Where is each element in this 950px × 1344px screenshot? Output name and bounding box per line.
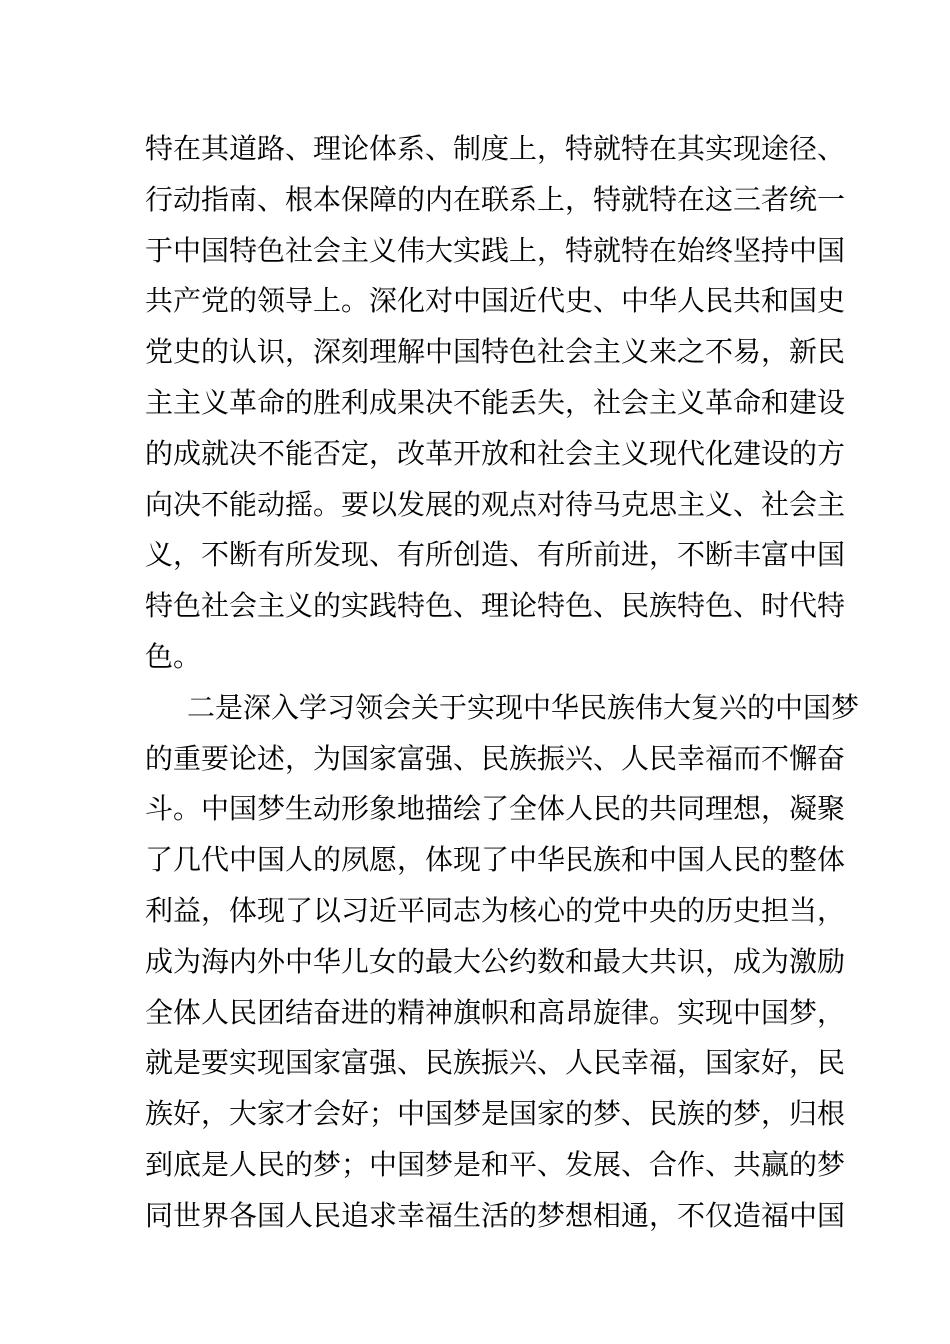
paragraph-first-line: 二是深入学习领会关于实现中华民族伟大复兴的中国梦 bbox=[187, 690, 860, 724]
text-line: 斗。中国梦生动形象地描绘了全体人民的共同理想，凝聚 bbox=[145, 792, 846, 826]
text-line: 的成就决不能否定，改革开放和社会主义现代化建设的方 bbox=[145, 436, 846, 470]
text-line: 向决不能动摇。要以发展的观点对待马克思主义、社会主 bbox=[145, 487, 846, 521]
text-line: 共产党的领导上。深化对中国近代史、中华人民共和国史 bbox=[145, 284, 846, 318]
text-line: 了几代中国人的夙愿，体现了中华民族和中国人民的整体 bbox=[145, 843, 846, 877]
text-line: 色。 bbox=[145, 639, 202, 673]
text-line: 的重要论述，为国家富强、民族振兴、人民幸福而不懈奋 bbox=[145, 741, 846, 775]
text-line: 党史的认识，深刻理解中国特色社会主义来之不易，新民 bbox=[145, 335, 846, 369]
body-text bbox=[145, 124, 860, 1242]
text-line: 行动指南、根本保障的内在联系上，特就特在这三者统一 bbox=[145, 182, 846, 216]
text-line: 到底是人民的梦；中国梦是和平、发展、合作、共赢的梦 bbox=[145, 1147, 846, 1181]
text-line: 就是要实现国家富强、民族振兴、人民幸福，国家好，民 bbox=[145, 1046, 846, 1080]
text-line: 特在其道路、理论体系、制度上，特就特在其实现途径、 bbox=[145, 132, 846, 165]
text-line: 成为海内外中华儿女的最大公约数和最大共识，成为激励 bbox=[145, 944, 846, 978]
text-line: 同世界各国人民追求幸福生活的梦想相通，不仅造福中国 bbox=[145, 1198, 846, 1232]
text-line: 于中国特色社会主义伟大实践上，特就特在始终坚持中国 bbox=[145, 233, 846, 267]
text-line: 义，不断有所发现、有所创造、有所前进，不断丰富中国 bbox=[145, 538, 846, 572]
text-line: 主主义革命的胜利成果决不能丢失，社会主义革命和建设 bbox=[145, 385, 846, 419]
text-line: 全体人民团结奋进的精神旗帜和高昂旋律。实现中国梦， bbox=[145, 995, 846, 1029]
text-line: 族好，大家才会好；中国梦是国家的梦、民族的梦，归根 bbox=[145, 1097, 846, 1131]
text-line: 利益，体现了以习近平同志为核心的党中央的历史担当， bbox=[145, 893, 846, 927]
text-line: 特色社会主义的实践特色、理论特色、民族特色、时代特 bbox=[145, 589, 846, 623]
